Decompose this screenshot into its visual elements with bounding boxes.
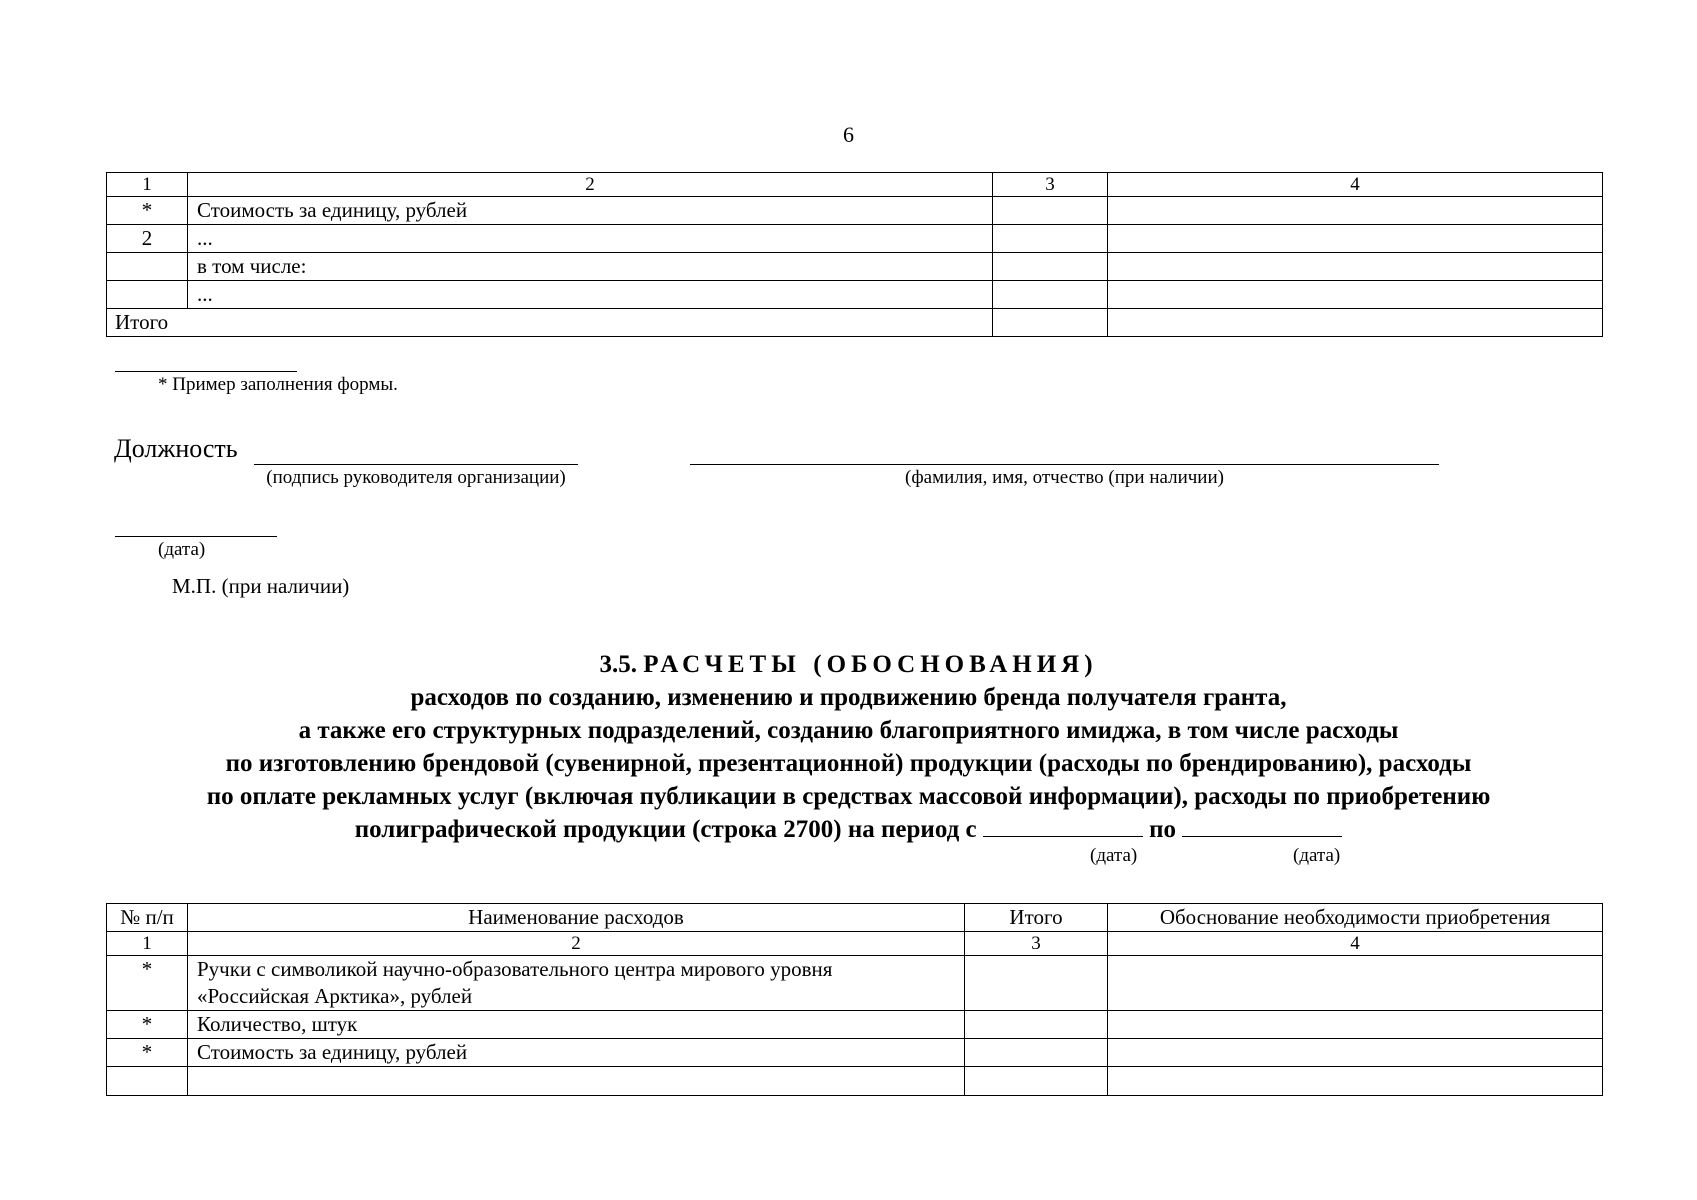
section-period-line <box>0 813 1697 846</box>
row-number-cell: * <box>107 1039 188 1067</box>
expense-name-cell <box>188 1067 965 1096</box>
expense-name-line: Ручки с символикой научно-образовательного центра мирового уровня <box>197 957 833 981</box>
column-number-row <box>107 173 1603 197</box>
date-caption: (дата) <box>158 539 206 560</box>
row-number-cell <box>107 281 188 309</box>
column-header: Наименование расходов <box>188 904 965 932</box>
table-row <box>107 225 1603 253</box>
footnote-separator <box>115 371 297 372</box>
period-end-caption: (дата) <box>1293 845 1341 866</box>
section-subtitle-line: а также его структурных подразделений, созданию благоприятного имиджа, в том числе расходы <box>298 717 1399 744</box>
expense-name-line: «Российская Арктика», рублей <box>197 984 473 1008</box>
total-cell <box>965 956 1108 1011</box>
table-row <box>107 956 1603 1011</box>
total-cell <box>993 281 1108 309</box>
section-number: 3.5. <box>599 651 637 678</box>
table-row <box>107 281 1603 309</box>
expense-name-cell: Стоимость за единицу, рублей <box>188 197 993 225</box>
justification-cell <box>1108 309 1603 337</box>
table-row <box>107 253 1603 281</box>
column-number: 1 <box>107 173 188 197</box>
stamp-label: М.П. (при наличии) <box>172 574 350 598</box>
row-number-cell <box>107 253 188 281</box>
justification-cell <box>1108 956 1603 1011</box>
expense-name-cell: Количество, штук <box>188 1011 965 1039</box>
total-cell <box>993 253 1108 281</box>
column-header: Обоснование необходимости приобретения <box>1108 904 1603 932</box>
column-number: 3 <box>965 932 1108 956</box>
column-number: 2 <box>188 173 993 197</box>
justification-cell <box>1108 281 1603 309</box>
period-to-text: по <box>1149 816 1177 843</box>
column-number: 1 <box>107 932 188 956</box>
column-number: 3 <box>993 173 1108 197</box>
column-header: № п/п <box>107 904 188 932</box>
row-number-cell: 2 <box>107 225 188 253</box>
column-number-row <box>107 932 1603 956</box>
row-number-cell: * <box>107 1011 188 1039</box>
column-number: 4 <box>1108 932 1603 956</box>
justification-cell <box>1108 1039 1603 1067</box>
total-cell <box>965 1011 1108 1039</box>
justification-cell <box>1108 253 1603 281</box>
period-start-blank <box>983 814 1143 837</box>
period-end-blank <box>1182 814 1342 837</box>
section-title-word: РАСЧЕТЫ <box>643 651 801 678</box>
section-title-word: (ОБОСНОВАНИЯ) <box>813 651 1098 678</box>
total-cell <box>993 225 1108 253</box>
column-number: 2 <box>188 932 965 956</box>
total-cell <box>965 1067 1108 1096</box>
total-row <box>107 309 1603 337</box>
signature-caption: (подпись руководителя организации) <box>266 467 566 488</box>
section-title <box>0 648 1697 681</box>
branding-expenses-table <box>106 903 1603 1096</box>
date-line <box>115 536 277 537</box>
column-number: 4 <box>1108 173 1603 197</box>
row-number-cell: * <box>107 956 188 1011</box>
expenses-table-continuation <box>106 172 1603 337</box>
expense-name-cell: в том числе: <box>188 253 993 281</box>
header-row <box>107 904 1603 932</box>
justification-cell <box>1108 197 1603 225</box>
total-cell <box>993 309 1108 337</box>
expense-name-cell: ... <box>188 225 993 253</box>
justification-cell <box>1108 1067 1603 1096</box>
total-label: Итого <box>107 309 993 337</box>
row-number-cell <box>107 1067 188 1096</box>
section-subtitle-line: по оплате рекламных услуг (включая публикации в средствах массовой информации), расходы по приобретению <box>206 783 1491 810</box>
section-subtitle-line: расходов по созданию, изменению и продвижению бренда получателя гранта, <box>410 684 1287 711</box>
expense-name-cell: ... <box>188 281 993 309</box>
total-cell <box>993 197 1108 225</box>
column-header: Итого <box>965 904 1108 932</box>
table-row <box>107 1067 1603 1096</box>
justification-cell <box>1108 225 1603 253</box>
position-label: Должность <box>114 434 238 463</box>
section-subtitle-line: по изготовлению брендовой (сувенирной, презентационной) продукции (расходы по брендированию), расходы <box>225 750 1472 777</box>
expense-name-cell: Стоимость за единицу, рублей <box>188 1039 965 1067</box>
table-row <box>107 1011 1603 1039</box>
table-row <box>107 1039 1603 1067</box>
total-cell <box>965 1039 1108 1067</box>
expense-name-cell <box>188 956 965 1011</box>
footnote: * Пример заполнения формы. <box>158 374 398 395</box>
period-text: полиграфической продукции (строка 2700) на период с <box>354 816 977 843</box>
full-name-line <box>690 464 1439 465</box>
full-name-caption: (фамилия, имя, отчество (при наличии) <box>905 467 1224 488</box>
table-row <box>107 197 1603 225</box>
page-number: 6 <box>843 122 854 147</box>
period-start-caption: (дата) <box>1090 845 1138 866</box>
justification-cell <box>1108 1011 1603 1039</box>
row-number-cell: * <box>107 197 188 225</box>
signature-line <box>254 464 578 465</box>
